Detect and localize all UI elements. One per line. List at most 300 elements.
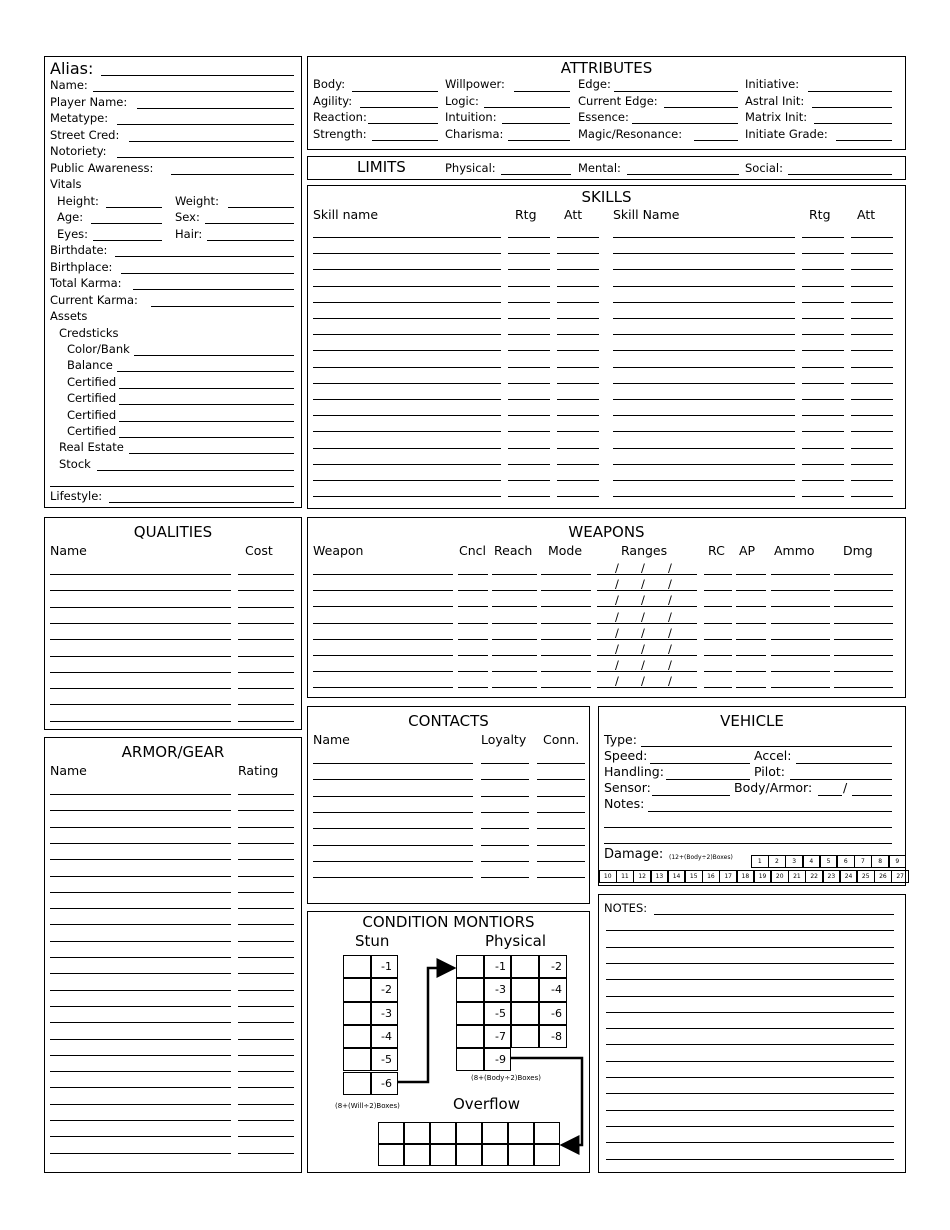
skill-att-field[interactable] bbox=[851, 415, 893, 416]
skill-rtg-field[interactable] bbox=[508, 383, 550, 384]
skill-att-field[interactable] bbox=[557, 415, 599, 416]
skill-att-field[interactable] bbox=[851, 318, 893, 319]
physical-box[interactable] bbox=[511, 978, 539, 1001]
gear-name-field[interactable] bbox=[50, 1104, 231, 1105]
weapon-ap-field[interactable] bbox=[736, 687, 766, 688]
skill-rtg-field[interactable] bbox=[508, 318, 550, 319]
vehicle-damage-box[interactable]: 6 bbox=[837, 855, 855, 868]
skill-name-field[interactable] bbox=[613, 399, 795, 400]
contact-conn-field[interactable] bbox=[537, 845, 585, 846]
skill-rtg-field[interactable] bbox=[508, 431, 550, 432]
weapon-dmg-field[interactable] bbox=[834, 606, 893, 607]
vehicle-type-field[interactable] bbox=[641, 746, 892, 747]
gear-name-field[interactable] bbox=[50, 1055, 231, 1056]
asset-extra-line[interactable] bbox=[50, 486, 294, 487]
alias-field[interactable] bbox=[101, 75, 294, 76]
contact-conn-field[interactable] bbox=[537, 763, 585, 764]
skill-att-field[interactable] bbox=[557, 431, 599, 432]
street-cred-field[interactable] bbox=[129, 141, 294, 142]
weapon-cncl-field[interactable] bbox=[458, 590, 488, 591]
notes-line[interactable] bbox=[606, 1093, 894, 1094]
skill-rtg-field[interactable] bbox=[802, 269, 844, 270]
skill-att-field[interactable] bbox=[557, 399, 599, 400]
skill-rtg-field[interactable] bbox=[508, 464, 550, 465]
vehicle-damage-box[interactable]: 16 bbox=[702, 870, 720, 883]
willpower-field[interactable] bbox=[514, 91, 570, 92]
weapon-rc-field[interactable] bbox=[704, 687, 732, 688]
contact-name-field[interactable] bbox=[313, 845, 473, 846]
skill-rtg-field[interactable] bbox=[508, 302, 550, 303]
stun-box[interactable] bbox=[343, 955, 371, 978]
weapon-dmg-field[interactable] bbox=[834, 687, 893, 688]
quality-cost-field[interactable] bbox=[238, 721, 294, 722]
gear-rating-field[interactable] bbox=[238, 1153, 294, 1154]
skill-name-field[interactable] bbox=[613, 269, 795, 270]
gear-rating-field[interactable] bbox=[238, 1120, 294, 1121]
weapon-ranges-field[interactable] bbox=[597, 671, 697, 672]
notes-line[interactable] bbox=[606, 930, 894, 931]
total-karma-field[interactable] bbox=[133, 289, 294, 290]
skill-att-field[interactable] bbox=[557, 383, 599, 384]
weapon-ranges-field[interactable] bbox=[597, 574, 697, 575]
vehicle-notes-field-3[interactable] bbox=[604, 843, 892, 844]
weapon-cncl-field[interactable] bbox=[458, 671, 488, 672]
skill-att-field[interactable] bbox=[557, 464, 599, 465]
skill-rtg-field[interactable] bbox=[802, 367, 844, 368]
weapon-name-field[interactable] bbox=[313, 606, 453, 607]
skill-att-field[interactable] bbox=[557, 237, 599, 238]
skill-rtg-field[interactable] bbox=[508, 496, 550, 497]
gear-name-field[interactable] bbox=[50, 859, 231, 860]
notes-line[interactable] bbox=[606, 963, 894, 964]
vehicle-damage-box[interactable]: 27 bbox=[891, 870, 909, 883]
vehicle-damage-box[interactable]: 2 bbox=[768, 855, 786, 868]
essence-field[interactable] bbox=[632, 123, 738, 124]
contact-loyalty-field[interactable] bbox=[481, 877, 529, 878]
weapon-ap-field[interactable] bbox=[736, 671, 766, 672]
birthplace-field[interactable] bbox=[121, 273, 294, 274]
weapon-mode-field[interactable] bbox=[541, 606, 591, 607]
certified-field-1[interactable] bbox=[119, 388, 294, 389]
quality-name-field[interactable] bbox=[50, 623, 231, 624]
gear-name-field[interactable] bbox=[50, 1153, 231, 1154]
skill-rtg-field[interactable] bbox=[508, 350, 550, 351]
gear-name-field[interactable] bbox=[50, 1120, 231, 1121]
weapon-ap-field[interactable] bbox=[736, 590, 766, 591]
weapon-ranges-field[interactable] bbox=[597, 606, 697, 607]
notes-line[interactable] bbox=[606, 1077, 894, 1078]
gear-rating-field[interactable] bbox=[238, 1022, 294, 1023]
skill-att-field[interactable] bbox=[851, 399, 893, 400]
contact-loyalty-field[interactable] bbox=[481, 796, 529, 797]
weapon-cncl-field[interactable] bbox=[458, 655, 488, 656]
weapon-dmg-field[interactable] bbox=[834, 623, 893, 624]
skill-att-field[interactable] bbox=[851, 302, 893, 303]
stun-box[interactable] bbox=[343, 1072, 371, 1095]
skill-rtg-field[interactable] bbox=[802, 480, 844, 481]
skill-name-field[interactable] bbox=[613, 318, 795, 319]
skill-name-field[interactable] bbox=[313, 302, 501, 303]
weapon-mode-field[interactable] bbox=[541, 671, 591, 672]
vehicle-damage-box[interactable]: 18 bbox=[737, 870, 755, 883]
notes-line[interactable] bbox=[606, 1028, 894, 1029]
skill-name-field[interactable] bbox=[313, 237, 501, 238]
gear-rating-field[interactable] bbox=[238, 1136, 294, 1137]
physical-box[interactable] bbox=[456, 1048, 484, 1071]
current-edge-field[interactable] bbox=[664, 107, 738, 108]
weapon-reach-field[interactable] bbox=[492, 671, 537, 672]
skill-name-field[interactable] bbox=[613, 302, 795, 303]
weapon-ammo-field[interactable] bbox=[771, 590, 830, 591]
physical-box[interactable] bbox=[456, 1002, 484, 1025]
eyes-field[interactable] bbox=[93, 240, 162, 241]
weapon-name-field[interactable] bbox=[313, 574, 453, 575]
vehicle-sensor-field[interactable] bbox=[652, 795, 730, 796]
charisma-field[interactable] bbox=[508, 140, 570, 141]
skill-att-field[interactable] bbox=[557, 253, 599, 254]
skill-name-field[interactable] bbox=[613, 383, 795, 384]
gear-name-field[interactable] bbox=[50, 876, 231, 877]
quality-name-field[interactable] bbox=[50, 704, 231, 705]
weapon-ap-field[interactable] bbox=[736, 623, 766, 624]
vehicle-damage-box[interactable]: 4 bbox=[803, 855, 821, 868]
matrix-init-field[interactable] bbox=[814, 123, 892, 124]
vehicle-armor-field[interactable] bbox=[852, 795, 892, 796]
skill-att-field[interactable] bbox=[557, 496, 599, 497]
skill-name-field[interactable] bbox=[313, 334, 501, 335]
skill-att-field[interactable] bbox=[557, 367, 599, 368]
quality-cost-field[interactable] bbox=[238, 704, 294, 705]
skill-att-field[interactable] bbox=[851, 350, 893, 351]
notes-line[interactable] bbox=[606, 1061, 894, 1062]
contact-conn-field[interactable] bbox=[537, 877, 585, 878]
skill-att-field[interactable] bbox=[851, 367, 893, 368]
overflow-box[interactable] bbox=[482, 1144, 508, 1166]
weapon-rc-field[interactable] bbox=[704, 655, 732, 656]
weapon-name-field[interactable] bbox=[313, 687, 453, 688]
contact-loyalty-field[interactable] bbox=[481, 861, 529, 862]
astral-init-field[interactable] bbox=[812, 107, 892, 108]
weapon-name-field[interactable] bbox=[313, 671, 453, 672]
skill-att-field[interactable] bbox=[851, 464, 893, 465]
quality-name-field[interactable] bbox=[50, 721, 231, 722]
balance-field[interactable] bbox=[117, 371, 294, 372]
skill-rtg-field[interactable] bbox=[508, 253, 550, 254]
skill-name-field[interactable] bbox=[613, 464, 795, 465]
skill-name-field[interactable] bbox=[313, 415, 501, 416]
skill-name-field[interactable] bbox=[313, 464, 501, 465]
skill-att-field[interactable] bbox=[851, 448, 893, 449]
vehicle-damage-box[interactable]: 21 bbox=[788, 870, 806, 883]
initiative-field[interactable] bbox=[808, 91, 892, 92]
gear-name-field[interactable] bbox=[50, 1087, 231, 1088]
weapon-ammo-field[interactable] bbox=[771, 687, 830, 688]
skill-rtg-field[interactable] bbox=[508, 399, 550, 400]
physical-box[interactable] bbox=[511, 1002, 539, 1025]
vehicle-damage-box[interactable]: 11 bbox=[616, 870, 634, 883]
physical-box[interactable] bbox=[456, 978, 484, 1001]
sex-field[interactable] bbox=[205, 223, 294, 224]
gear-rating-field[interactable] bbox=[238, 908, 294, 909]
contact-conn-field[interactable] bbox=[537, 796, 585, 797]
gear-name-field[interactable] bbox=[50, 941, 231, 942]
contact-name-field[interactable] bbox=[313, 779, 473, 780]
stun-box[interactable] bbox=[343, 1048, 371, 1071]
skill-rtg-field[interactable] bbox=[802, 253, 844, 254]
quality-cost-field[interactable] bbox=[238, 639, 294, 640]
gear-rating-field[interactable] bbox=[238, 892, 294, 893]
overflow-box[interactable] bbox=[508, 1144, 534, 1166]
skill-rtg-field[interactable] bbox=[802, 302, 844, 303]
skill-name-field[interactable] bbox=[313, 399, 501, 400]
skill-rtg-field[interactable] bbox=[802, 464, 844, 465]
quality-cost-field[interactable] bbox=[238, 672, 294, 673]
metatype-field[interactable] bbox=[117, 124, 294, 125]
skill-att-field[interactable] bbox=[851, 334, 893, 335]
skill-name-field[interactable] bbox=[613, 253, 795, 254]
stun-box[interactable] bbox=[343, 1025, 371, 1048]
weapon-ranges-field[interactable] bbox=[597, 655, 697, 656]
skill-att-field[interactable] bbox=[557, 448, 599, 449]
weapon-dmg-field[interactable] bbox=[834, 590, 893, 591]
contact-name-field[interactable] bbox=[313, 763, 473, 764]
skill-att-field[interactable] bbox=[851, 480, 893, 481]
weapon-ranges-field[interactable] bbox=[597, 590, 697, 591]
gear-rating-field[interactable] bbox=[238, 1055, 294, 1056]
weapon-ammo-field[interactable] bbox=[771, 623, 830, 624]
skill-rtg-field[interactable] bbox=[508, 286, 550, 287]
quality-name-field[interactable] bbox=[50, 688, 231, 689]
overflow-box[interactable] bbox=[430, 1122, 456, 1144]
skill-name-field[interactable] bbox=[313, 448, 501, 449]
quality-cost-field[interactable] bbox=[238, 688, 294, 689]
skill-rtg-field[interactable] bbox=[802, 399, 844, 400]
vehicle-damage-box[interactable]: 26 bbox=[874, 870, 892, 883]
agility-field[interactable] bbox=[360, 107, 438, 108]
contact-name-field[interactable] bbox=[313, 877, 473, 878]
weapon-dmg-field[interactable] bbox=[834, 639, 893, 640]
overflow-box[interactable] bbox=[534, 1122, 560, 1144]
weapon-reach-field[interactable] bbox=[492, 639, 537, 640]
gear-rating-field[interactable] bbox=[238, 973, 294, 974]
gear-rating-field[interactable] bbox=[238, 876, 294, 877]
quality-name-field[interactable] bbox=[50, 656, 231, 657]
skill-rtg-field[interactable] bbox=[508, 269, 550, 270]
weight-field[interactable] bbox=[228, 207, 294, 208]
gear-rating-field[interactable] bbox=[238, 957, 294, 958]
physical-box[interactable] bbox=[511, 1025, 539, 1048]
skill-name-field[interactable] bbox=[313, 286, 501, 287]
social-limit-field[interactable] bbox=[788, 174, 892, 175]
skill-att-field[interactable] bbox=[557, 334, 599, 335]
skill-rtg-field[interactable] bbox=[802, 350, 844, 351]
quality-name-field[interactable] bbox=[50, 672, 231, 673]
skill-rtg-field[interactable] bbox=[802, 415, 844, 416]
weapon-rc-field[interactable] bbox=[704, 671, 732, 672]
weapon-cncl-field[interactable] bbox=[458, 574, 488, 575]
contact-conn-field[interactable] bbox=[537, 812, 585, 813]
weapon-mode-field[interactable] bbox=[541, 590, 591, 591]
stun-box[interactable] bbox=[343, 1002, 371, 1025]
weapon-mode-field[interactable] bbox=[541, 639, 591, 640]
age-field[interactable] bbox=[91, 223, 162, 224]
skill-rtg-field[interactable] bbox=[802, 383, 844, 384]
quality-name-field[interactable] bbox=[50, 590, 231, 591]
reaction-field[interactable] bbox=[368, 123, 438, 124]
vehicle-damage-box[interactable]: 22 bbox=[805, 870, 823, 883]
gear-rating-field[interactable] bbox=[238, 1087, 294, 1088]
current-karma-field[interactable] bbox=[151, 306, 294, 307]
contact-name-field[interactable] bbox=[313, 828, 473, 829]
physical-box[interactable] bbox=[456, 1025, 484, 1048]
skill-name-field[interactable] bbox=[613, 431, 795, 432]
weapon-reach-field[interactable] bbox=[492, 606, 537, 607]
notes-line[interactable] bbox=[606, 979, 894, 980]
contact-name-field[interactable] bbox=[313, 861, 473, 862]
physical-box[interactable] bbox=[511, 955, 539, 978]
quality-cost-field[interactable] bbox=[238, 607, 294, 608]
gear-name-field[interactable] bbox=[50, 843, 231, 844]
weapon-mode-field[interactable] bbox=[541, 574, 591, 575]
notes-line[interactable] bbox=[606, 1159, 894, 1160]
real-estate-field[interactable] bbox=[129, 453, 294, 454]
vehicle-body-field[interactable] bbox=[818, 795, 842, 796]
gear-name-field[interactable] bbox=[50, 794, 231, 795]
weapon-name-field[interactable] bbox=[313, 655, 453, 656]
skill-att-field[interactable] bbox=[851, 253, 893, 254]
skill-att-field[interactable] bbox=[557, 350, 599, 351]
quality-cost-field[interactable] bbox=[238, 574, 294, 575]
vehicle-damage-box[interactable]: 14 bbox=[668, 870, 686, 883]
gear-name-field[interactable] bbox=[50, 1022, 231, 1023]
notes-line[interactable] bbox=[606, 1142, 894, 1143]
vehicle-damage-box[interactable]: 23 bbox=[823, 870, 841, 883]
contact-loyalty-field[interactable] bbox=[481, 812, 529, 813]
weapon-ammo-field[interactable] bbox=[771, 639, 830, 640]
skill-att-field[interactable] bbox=[557, 318, 599, 319]
birthdate-field[interactable] bbox=[115, 256, 294, 257]
skill-rtg-field[interactable] bbox=[802, 286, 844, 287]
weapon-mode-field[interactable] bbox=[541, 623, 591, 624]
gear-name-field[interactable] bbox=[50, 973, 231, 974]
vehicle-damage-box[interactable]: 15 bbox=[685, 870, 703, 883]
skill-att-field[interactable] bbox=[557, 302, 599, 303]
notoriety-field[interactable] bbox=[117, 157, 294, 158]
gear-rating-field[interactable] bbox=[238, 827, 294, 828]
notes-line[interactable] bbox=[606, 1110, 894, 1111]
contact-conn-field[interactable] bbox=[537, 861, 585, 862]
weapon-reach-field[interactable] bbox=[492, 655, 537, 656]
notes-line[interactable] bbox=[606, 1012, 894, 1013]
notes-line[interactable] bbox=[606, 996, 894, 997]
vehicle-damage-box[interactable]: 17 bbox=[719, 870, 737, 883]
weapon-ap-field[interactable] bbox=[736, 639, 766, 640]
weapon-ranges-field[interactable] bbox=[597, 639, 697, 640]
weapon-cncl-field[interactable] bbox=[458, 606, 488, 607]
overflow-box[interactable] bbox=[456, 1122, 482, 1144]
weapon-cncl-field[interactable] bbox=[458, 623, 488, 624]
gear-rating-field[interactable] bbox=[238, 1104, 294, 1105]
weapon-ap-field[interactable] bbox=[736, 655, 766, 656]
strength-field[interactable] bbox=[372, 140, 438, 141]
vehicle-accel-field[interactable] bbox=[796, 763, 892, 764]
skill-att-field[interactable] bbox=[851, 286, 893, 287]
physical-box[interactable] bbox=[456, 955, 484, 978]
overflow-box[interactable] bbox=[482, 1122, 508, 1144]
weapon-dmg-field[interactable] bbox=[834, 671, 893, 672]
gear-rating-field[interactable] bbox=[238, 941, 294, 942]
skill-name-field[interactable] bbox=[613, 480, 795, 481]
skill-name-field[interactable] bbox=[313, 367, 501, 368]
skill-name-field[interactable] bbox=[313, 383, 501, 384]
skill-rtg-field[interactable] bbox=[802, 318, 844, 319]
quality-name-field[interactable] bbox=[50, 607, 231, 608]
skill-att-field[interactable] bbox=[557, 286, 599, 287]
skill-name-field[interactable] bbox=[613, 448, 795, 449]
vehicle-damage-box[interactable]: 12 bbox=[633, 870, 651, 883]
contact-name-field[interactable] bbox=[313, 796, 473, 797]
notes-line[interactable] bbox=[606, 1126, 894, 1127]
quality-cost-field[interactable] bbox=[238, 590, 294, 591]
weapon-ranges-field[interactable] bbox=[597, 687, 697, 688]
weapon-dmg-field[interactable] bbox=[834, 655, 893, 656]
mental-limit-field[interactable] bbox=[627, 174, 739, 175]
weapon-cncl-field[interactable] bbox=[458, 639, 488, 640]
skill-name-field[interactable] bbox=[313, 318, 501, 319]
overflow-box[interactable] bbox=[430, 1144, 456, 1166]
overflow-box[interactable] bbox=[404, 1122, 430, 1144]
skill-name-field[interactable] bbox=[313, 431, 501, 432]
weapon-rc-field[interactable] bbox=[704, 590, 732, 591]
gear-rating-field[interactable] bbox=[238, 843, 294, 844]
overflow-box[interactable] bbox=[508, 1122, 534, 1144]
skill-name-field[interactable] bbox=[613, 334, 795, 335]
gear-name-field[interactable] bbox=[50, 1006, 231, 1007]
physical-limit-field[interactable] bbox=[501, 174, 571, 175]
skill-rtg-field[interactable] bbox=[802, 431, 844, 432]
skill-name-field[interactable] bbox=[613, 286, 795, 287]
weapon-ranges-field[interactable] bbox=[597, 623, 697, 624]
skill-name-field[interactable] bbox=[313, 496, 501, 497]
quality-name-field[interactable] bbox=[50, 639, 231, 640]
quality-name-field[interactable] bbox=[50, 574, 231, 575]
skill-name-field[interactable] bbox=[613, 350, 795, 351]
gear-rating-field[interactable] bbox=[238, 1039, 294, 1040]
weapon-ammo-field[interactable] bbox=[771, 671, 830, 672]
weapon-ap-field[interactable] bbox=[736, 574, 766, 575]
overflow-box[interactable] bbox=[378, 1122, 404, 1144]
vehicle-damage-box[interactable]: 25 bbox=[857, 870, 875, 883]
gear-name-field[interactable] bbox=[50, 908, 231, 909]
vehicle-damage-box[interactable]: 20 bbox=[771, 870, 789, 883]
weapon-reach-field[interactable] bbox=[492, 687, 537, 688]
weapon-cncl-field[interactable] bbox=[458, 687, 488, 688]
skill-name-field[interactable] bbox=[313, 350, 501, 351]
skill-att-field[interactable] bbox=[851, 237, 893, 238]
contact-conn-field[interactable] bbox=[537, 779, 585, 780]
initiate-grade-field[interactable] bbox=[836, 140, 892, 141]
vehicle-notes-field-2[interactable] bbox=[604, 827, 892, 828]
skill-att-field[interactable] bbox=[851, 431, 893, 432]
skill-rtg-field[interactable] bbox=[508, 415, 550, 416]
weapon-ammo-field[interactable] bbox=[771, 655, 830, 656]
quality-cost-field[interactable] bbox=[238, 623, 294, 624]
weapon-mode-field[interactable] bbox=[541, 687, 591, 688]
height-field[interactable] bbox=[106, 207, 162, 208]
vehicle-damage-box[interactable]: 3 bbox=[785, 855, 803, 868]
vehicle-damage-box[interactable]: 7 bbox=[854, 855, 872, 868]
magic-resonance-field[interactable] bbox=[694, 140, 738, 141]
